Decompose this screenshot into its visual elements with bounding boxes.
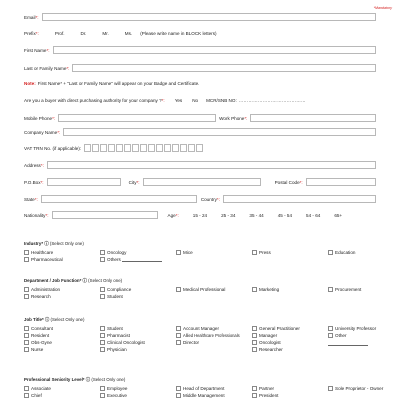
state-country-row: [24, 195, 376, 203]
industry-option-others[interactable]: Others: [100, 256, 172, 263]
prefix-hint: (Please write name in BLOCK letters): [140, 31, 217, 36]
prefix-row: [24, 31, 376, 36]
department-option[interactable]: Marketing: [252, 286, 324, 293]
prefix-option-ms[interactable]: Ms.: [124, 31, 133, 36]
mcr-label: MCR/SNB NO:: [206, 98, 237, 103]
seniority-title: Professional Seniority Level* ⓘ (Select Only one): [24, 377, 126, 382]
job-title-option[interactable]: Researcher: [252, 346, 324, 353]
checkbox[interactable]: [24, 326, 29, 331]
job-title-option[interactable]: Allied Healthcare Professionals: [176, 332, 248, 339]
job-title-option[interactable]: Manager: [252, 332, 324, 339]
checkbox[interactable]: [100, 393, 105, 398]
address-input[interactable]: [47, 161, 376, 169]
postal-code-input[interactable]: [306, 178, 376, 186]
mcr-input-dots[interactable]: ……………………………………: [238, 98, 306, 103]
age-option[interactable]: 45 - 54: [277, 212, 293, 218]
age-option[interactable]: 54 - 64: [306, 212, 321, 218]
vat-row: [24, 144, 376, 152]
industry-option[interactable]: Oncology: [100, 249, 172, 256]
job-title-option[interactable]: Physician: [100, 346, 172, 353]
job-title-option[interactable]: Pharmacist: [100, 332, 172, 339]
prefix-label: Prefix*:: [24, 31, 39, 36]
postal-code-label: Postal Code*:: [274, 179, 303, 185]
checkbox[interactable]: [176, 393, 181, 398]
checkbox[interactable]: [100, 287, 105, 292]
vat-digit-box[interactable]: [148, 144, 155, 152]
checkbox[interactable]: [24, 294, 29, 299]
nationality-age-row: [24, 211, 376, 219]
company-name-label: Company Name*:: [24, 129, 61, 135]
checkbox[interactable]: [176, 287, 181, 292]
po-box-label: P.O.Box*:: [24, 179, 44, 185]
mobile-phone-label: Mobile Phone*:: [24, 115, 56, 121]
address-label: Address*:: [24, 162, 44, 168]
seniority-option[interactable]: President: [252, 392, 324, 399]
seniority-option[interactable]: Executive: [100, 392, 172, 399]
vat-digit-box[interactable]: [188, 144, 195, 152]
age-label: Age*:: [167, 212, 179, 218]
prefix-option-prof[interactable]: Prof.: [54, 31, 65, 36]
vat-digit-box[interactable]: [124, 144, 131, 152]
age-option[interactable]: 15 - 24: [192, 212, 208, 218]
nationality-label: Nationality*:: [24, 212, 49, 218]
prefix-option-dr[interactable]: Dr.: [80, 31, 87, 36]
checkbox[interactable]: [24, 347, 29, 352]
vat-digit-box[interactable]: [84, 144, 91, 152]
vat-digit-box[interactable]: [156, 144, 163, 152]
checkbox[interactable]: [176, 333, 181, 338]
checkbox[interactable]: [328, 287, 333, 292]
last-name-input[interactable]: [72, 64, 376, 72]
vat-digit-box[interactable]: [196, 144, 203, 152]
vat-label: VAT TRN No. (if applicable):: [24, 145, 82, 151]
address-row: [24, 161, 376, 169]
checkbox[interactable]: [100, 347, 105, 352]
first-name-label: First Name*:: [24, 47, 50, 53]
last-name-row: [24, 64, 376, 72]
age-option[interactable]: 35 - 44: [249, 212, 264, 218]
other-input-line-cell: [328, 339, 392, 346]
seniority-option[interactable]: Head of Department: [176, 385, 248, 392]
job-title-option[interactable]: Clinical Oncologist: [100, 339, 172, 346]
job-title-option[interactable]: Resident: [24, 332, 96, 339]
work-phone-input[interactable]: [250, 114, 376, 122]
industry-option[interactable]: Pharmaceutical: [24, 256, 96, 263]
vat-digit-box[interactable]: [108, 144, 115, 152]
badge-note: [24, 81, 376, 86]
empty-cell: [176, 346, 248, 353]
checkbox[interactable]: [328, 326, 333, 331]
checkbox[interactable]: [328, 386, 333, 391]
checkbox[interactable]: [24, 393, 29, 398]
checkbox[interactable]: [328, 250, 333, 255]
country-label: Country*:: [200, 196, 220, 202]
department-option[interactable]: Compliance: [100, 286, 172, 293]
checkbox[interactable]: [176, 250, 181, 255]
buyer-no-option[interactable]: No: [192, 98, 199, 103]
department-section: [24, 278, 376, 300]
department-option[interactable]: Procurement: [328, 286, 392, 293]
seniority-option[interactable]: Associate: [24, 385, 96, 392]
last-name-label: Last or Family Name*:: [24, 65, 70, 71]
city-input[interactable]: [143, 178, 261, 186]
industry-option[interactable]: Mice: [176, 249, 248, 256]
checkbox[interactable]: [24, 386, 29, 391]
seniority-section: [24, 377, 384, 399]
checkbox[interactable]: [100, 386, 105, 391]
job-title-option[interactable]: Student: [100, 325, 172, 332]
age-option[interactable]: 25 - 34: [221, 212, 236, 218]
checkbox[interactable]: [24, 250, 29, 255]
industry-option[interactable]: Education: [328, 249, 392, 256]
work-phone-label: Work Phone*:: [219, 115, 248, 121]
other-input-line[interactable]: [328, 340, 368, 346]
job-title-title: Job Title* ⓘ (Select Only one): [24, 317, 85, 322]
checkbox[interactable]: [252, 347, 257, 352]
buyer-yes-option[interactable]: Yes: [174, 98, 183, 103]
vat-digit-box[interactable]: [116, 144, 123, 152]
pobox-city-postal-row: [24, 178, 376, 186]
job-title-option[interactable]: Obs-Gyne: [24, 339, 96, 346]
job-title-option[interactable]: Consultant: [24, 325, 96, 332]
vat-digit-box[interactable]: [180, 144, 187, 152]
checkbox[interactable]: [100, 340, 105, 345]
checkbox[interactable]: [176, 326, 181, 331]
job-title-option[interactable]: Director: [176, 339, 248, 346]
checkbox[interactable]: [24, 257, 29, 262]
checkbox[interactable]: [252, 340, 257, 345]
email-input[interactable]: [42, 13, 376, 21]
job-title-option[interactable]: General Practitioner: [252, 325, 324, 332]
first-name-input[interactable]: [53, 46, 376, 54]
age-option[interactable]: 65+: [334, 212, 343, 218]
checkbox[interactable]: [24, 333, 29, 338]
industry-option[interactable]: Healthcare: [24, 249, 96, 256]
checkbox[interactable]: [100, 333, 105, 338]
city-label: City*:: [128, 179, 140, 185]
checkbox[interactable]: [100, 326, 105, 331]
department-title: Department / Job Function* ⓘ (Select Only one): [24, 278, 123, 283]
department-option[interactable]: Medical Professional: [176, 286, 248, 293]
note-text: First Name* + "Last or Family Name" will appear on your Badge and Certificate.: [37, 81, 200, 86]
vat-digit-box[interactable]: [132, 144, 139, 152]
vat-digit-box[interactable]: [92, 144, 99, 152]
seniority-option[interactable]: Chief: [24, 392, 96, 399]
checkbox[interactable]: [252, 326, 257, 331]
state-input[interactable]: [41, 195, 197, 203]
state-label: State*:: [24, 196, 38, 202]
first-name-row: [24, 46, 376, 54]
department-option[interactable]: Research: [24, 293, 96, 300]
seniority-option[interactable]: Sole Proprietor - Owner: [328, 385, 392, 392]
checkbox[interactable]: [252, 333, 257, 338]
prefix-option-mr[interactable]: Mr.: [102, 31, 109, 36]
vat-digit-box[interactable]: [164, 144, 171, 152]
email-label: Email*:: [24, 14, 39, 20]
department-option[interactable]: Administration: [24, 286, 96, 293]
job-title-section: [24, 317, 376, 353]
checkbox[interactable]: [176, 386, 181, 391]
country-input[interactable]: [223, 195, 376, 203]
checkbox[interactable]: [24, 340, 29, 345]
checkbox[interactable]: [24, 287, 29, 292]
company-row: [24, 128, 376, 136]
job-title-option[interactable]: University Professor: [328, 325, 392, 332]
checkbox[interactable]: [252, 393, 257, 398]
checkbox[interactable]: [328, 333, 333, 338]
checkbox[interactable]: [100, 294, 105, 299]
industry-section: [24, 241, 376, 263]
others-input-line[interactable]: [122, 257, 162, 262]
seniority-option[interactable]: Employee: [100, 385, 172, 392]
nationality-input[interactable]: [52, 211, 158, 219]
job-title-option-other[interactable]: Other: [328, 332, 392, 339]
vat-digit-box[interactable]: [100, 144, 107, 152]
checkbox[interactable]: [252, 250, 257, 255]
department-option[interactable]: Student: [100, 293, 172, 300]
buyer-question: Are you a buyer with direct purchasing authority for your company ?*:: [24, 98, 165, 103]
industry-option[interactable]: Press: [252, 249, 324, 256]
checkbox[interactable]: [100, 257, 105, 262]
job-title-option[interactable]: Nurse: [24, 346, 96, 353]
mandatory-note: *Mandatory: [373, 6, 392, 10]
phone-row: [24, 114, 376, 122]
checkbox[interactable]: [252, 386, 257, 391]
email-row: [24, 13, 376, 21]
checkbox[interactable]: [176, 340, 181, 345]
note-prefix: Note:: [24, 81, 36, 86]
mobile-phone-input[interactable]: [58, 114, 216, 122]
job-title-option[interactable]: Oncologist: [252, 339, 324, 346]
vat-digit-box[interactable]: [140, 144, 147, 152]
job-title-option[interactable]: Account Manager: [176, 325, 248, 332]
po-box-input[interactable]: [47, 178, 121, 186]
checkbox[interactable]: [100, 250, 105, 255]
industry-title: Industry* ⓘ (Select Only one): [24, 241, 84, 246]
vat-digit-box[interactable]: [172, 144, 179, 152]
seniority-option[interactable]: Partner: [252, 385, 324, 392]
company-name-input[interactable]: [63, 128, 376, 136]
seniority-option[interactable]: Middle Management: [176, 392, 248, 399]
buyer-row: [24, 98, 376, 103]
checkbox[interactable]: [252, 287, 257, 292]
